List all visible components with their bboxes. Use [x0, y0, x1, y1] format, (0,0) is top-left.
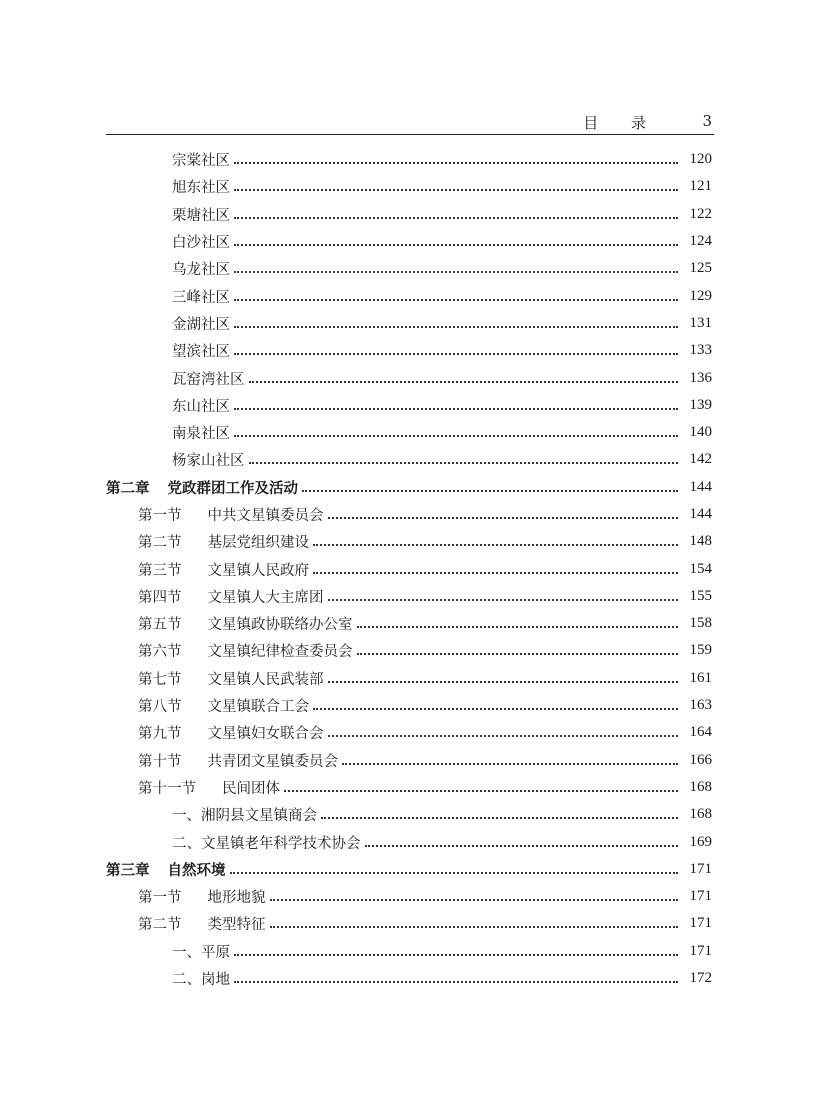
toc-entry-section[interactable]	[0, 528, 816, 555]
toc-entry-page: 171	[689, 915, 712, 932]
toc-entry-section[interactable]	[0, 610, 816, 637]
dot-leader	[342, 762, 678, 765]
dot-leader	[284, 789, 678, 792]
toc-entry-item[interactable]	[0, 173, 816, 200]
toc-entry-item[interactable]	[0, 282, 816, 309]
toc-entry-label	[172, 231, 230, 252]
toc-entry-title: 基层党组织建设	[207, 535, 309, 552]
dot-leader	[234, 407, 678, 410]
toc-entry-title: 栗塘社区	[172, 207, 230, 224]
toc-entry-page: 172	[689, 970, 712, 987]
toc-entry-number: 第五节	[138, 617, 182, 634]
toc-entry-page: 161	[689, 669, 712, 686]
toc-entry-page: 121	[689, 178, 712, 195]
toc-entry-label	[138, 886, 266, 907]
toc-entry-label	[172, 968, 230, 989]
toc-entry-title: 民间团体	[222, 780, 280, 797]
toc-entry-section[interactable]	[0, 747, 816, 774]
toc-entry-title: 宗棠社区	[172, 153, 230, 170]
toc-entry-label	[138, 613, 353, 634]
toc-entry-page: 171	[689, 860, 712, 877]
toc-entry-title: 文星镇人民政府	[207, 562, 309, 579]
toc-entry-number: 第三章	[106, 862, 150, 879]
toc-entry-number: 第七节	[138, 671, 182, 688]
toc-entry-number: 第二节	[138, 917, 182, 934]
toc-entry-title: 三峰社区	[172, 289, 230, 306]
toc-entry-page: 171	[689, 888, 712, 905]
toc-entry-section[interactable]	[0, 501, 816, 528]
toc-entry-page: 122	[689, 205, 712, 222]
toc-entry-item[interactable]	[0, 364, 816, 391]
header-title: 目 录	[583, 114, 660, 132]
toc-entry-number: 第一节	[138, 508, 182, 524]
dot-leader	[313, 543, 678, 546]
toc-entry-label	[172, 149, 230, 170]
toc-entry-label	[172, 804, 317, 825]
toc-entry-label	[138, 722, 324, 743]
toc-entry-label	[172, 368, 245, 389]
toc-entry-title: 地形地貌	[207, 890, 266, 907]
dot-leader	[328, 680, 679, 683]
toc-entry-page: 159	[689, 642, 712, 659]
toc-entry-number: 第八节	[138, 699, 182, 716]
dot-leader	[234, 352, 678, 355]
toc-entry-label	[172, 832, 361, 853]
toc-entry-label	[138, 777, 280, 798]
toc-entry-label	[172, 449, 245, 470]
toc-entry-page: 155	[689, 587, 712, 604]
toc-entry-number: 第三节	[138, 562, 182, 579]
toc-entry-page: 129	[689, 287, 712, 304]
toc-entry-item[interactable]	[0, 310, 816, 337]
toc-entry-section[interactable]	[0, 692, 816, 719]
toc-entry-chapter[interactable]	[0, 474, 816, 501]
toc-entry-page: 169	[689, 833, 712, 850]
running-header	[106, 112, 714, 135]
toc-entry-title: 东山社区	[172, 398, 230, 415]
toc-entry-item[interactable]	[0, 201, 816, 228]
toc-entry-page: 166	[689, 751, 712, 768]
toc-entry-title: 瓦窑湾社区	[172, 371, 245, 388]
dot-leader	[357, 652, 679, 655]
toc-entry-title: 一、平原	[172, 944, 230, 961]
toc-entry-page: 154	[689, 560, 712, 577]
toc-entry-label	[106, 859, 226, 880]
toc-entry-number: 第四节	[138, 589, 182, 606]
toc-entry-item[interactable]	[0, 337, 816, 364]
toc-entry-title: 文星镇联合工会	[207, 699, 309, 716]
dot-leader	[234, 243, 678, 246]
toc-entry-title: 文星镇人民武装部	[207, 671, 324, 688]
toc-entry-title: 文星镇政协联络办公室	[207, 617, 353, 634]
toc-entry-number: 第一节	[138, 890, 182, 907]
toc-entry-label	[138, 695, 309, 716]
dot-leader	[234, 980, 678, 983]
toc-entry-section[interactable]	[0, 719, 816, 746]
toc-entry-page: 144	[689, 478, 712, 495]
dot-leader	[321, 816, 678, 819]
toc-entry-section[interactable]	[0, 883, 816, 910]
toc-entry-page: 125	[689, 260, 712, 277]
toc-entry-title: 自然环境	[167, 862, 226, 879]
toc-entry-title: 旭东社区	[172, 180, 230, 197]
dot-leader	[328, 516, 679, 519]
toc-entry-title: 望滨社区	[172, 344, 230, 361]
table-of-contents	[0, 146, 816, 992]
toc-entry-page: 158	[689, 615, 712, 632]
toc-entry-item[interactable]	[0, 419, 816, 446]
header-page-number: 3	[702, 112, 712, 130]
toc-entry-page: 140	[689, 424, 712, 441]
toc-entry-label	[138, 559, 309, 580]
toc-entry-page: 163	[689, 697, 712, 714]
dot-leader	[313, 571, 678, 574]
toc-entry-title: 二、文星镇老年科学技术协会	[172, 835, 361, 852]
toc-entry-page: 164	[689, 724, 712, 741]
toc-entry-item[interactable]	[0, 828, 816, 855]
toc-entry-number: 第十一节	[138, 780, 196, 797]
toc-entry-label	[172, 204, 230, 225]
dot-leader	[249, 380, 679, 383]
dot-leader	[234, 216, 678, 219]
toc-entry-item[interactable]	[0, 938, 816, 965]
toc-entry-section[interactable]	[0, 774, 816, 801]
dot-leader	[328, 598, 679, 601]
toc-entry-item[interactable]	[0, 965, 816, 992]
dot-leader	[234, 298, 678, 301]
toc-entry-label	[138, 586, 324, 607]
toc-entry-number: 第二节	[138, 535, 182, 552]
dot-leader	[234, 161, 678, 164]
toc-entry-title: 文星镇纪律检查委员会	[207, 644, 353, 661]
toc-entry-number: 第六节	[138, 644, 182, 661]
toc-entry-title: 文星镇妇女联合会	[207, 726, 324, 743]
toc-entry-label	[172, 395, 230, 416]
dot-leader	[270, 925, 679, 928]
toc-entry-title: 金湖社区	[172, 316, 230, 333]
toc-entry-item[interactable]	[0, 446, 816, 473]
dot-leader	[302, 489, 678, 492]
toc-entry-label	[138, 640, 353, 661]
toc-entry-page: 142	[689, 451, 712, 468]
toc-entry-section[interactable]	[0, 665, 816, 692]
toc-entry-title: 南泉社区	[172, 426, 230, 443]
dot-leader	[234, 325, 678, 328]
toc-entry-label	[172, 313, 230, 334]
toc-entry-page: 120	[689, 151, 712, 168]
toc-entry-page: 144	[689, 506, 712, 522]
toc-entry-page: 171	[689, 942, 712, 959]
toc-entry-title: 乌龙社区	[172, 262, 230, 279]
toc-entry-title: 中共文星镇委员会	[207, 508, 324, 524]
dot-leader	[328, 734, 679, 737]
toc-entry-item[interactable]	[0, 146, 816, 173]
toc-entry-label	[138, 913, 266, 934]
toc-entry-label	[172, 941, 230, 962]
toc-entry-title: 类型特征	[207, 917, 266, 934]
toc-entry-page: 148	[689, 533, 712, 550]
toc-entry-label	[106, 477, 298, 498]
toc-entry-item[interactable]	[0, 801, 816, 828]
toc-entry-item[interactable]	[0, 255, 816, 282]
toc-entry-page: 168	[689, 778, 712, 795]
toc-entry-label	[172, 176, 230, 197]
toc-entry-number: 第十节	[138, 753, 182, 770]
dot-leader	[313, 707, 678, 710]
dot-leader	[234, 188, 678, 191]
dot-leader	[357, 625, 679, 628]
toc-entry-number: 第二章	[106, 480, 150, 497]
toc-entry-title: 一、湘阴县文星镇商会	[172, 808, 317, 825]
dot-leader	[365, 844, 679, 847]
toc-entry-section[interactable]	[0, 583, 816, 610]
toc-entry-page: 139	[689, 396, 712, 413]
toc-entry-label	[138, 504, 324, 525]
toc-entry-page: 133	[689, 342, 712, 359]
toc-entry-page: 136	[689, 369, 712, 386]
toc-entry-page: 168	[689, 806, 712, 823]
toc-entry-label	[138, 750, 338, 771]
toc-entry-page: 131	[689, 314, 712, 331]
toc-entry-number: 第九节	[138, 726, 182, 743]
dot-leader	[270, 898, 679, 901]
toc-entry-section[interactable]	[0, 555, 816, 582]
toc-entry-label	[172, 258, 230, 279]
toc-entry-label	[138, 668, 324, 689]
toc-entry-title: 共青团文星镇委员会	[207, 753, 338, 770]
toc-entry-title: 杨家山社区	[172, 453, 245, 470]
dot-leader	[234, 270, 678, 273]
toc-entry-chapter[interactable]	[0, 856, 816, 883]
dot-leader	[230, 871, 679, 874]
dot-leader	[234, 953, 678, 956]
toc-entry-label	[138, 531, 309, 552]
toc-entry-title: 二、岗地	[172, 972, 230, 989]
toc-entry-section[interactable]	[0, 637, 816, 664]
dot-leader	[234, 434, 678, 437]
dot-leader	[249, 461, 679, 464]
toc-entry-page: 124	[689, 233, 712, 250]
toc-entry-label	[172, 286, 230, 307]
toc-entry-title: 党政群团工作及活动	[167, 480, 298, 497]
toc-entry-label	[172, 422, 230, 443]
toc-entry-title: 文星镇人大主席团	[207, 589, 324, 606]
toc-entry-title: 白沙社区	[172, 235, 230, 252]
toc-entry-section[interactable]	[0, 910, 816, 937]
toc-entry-item[interactable]	[0, 228, 816, 255]
toc-entry-label	[172, 340, 230, 361]
toc-entry-item[interactable]	[0, 392, 816, 419]
